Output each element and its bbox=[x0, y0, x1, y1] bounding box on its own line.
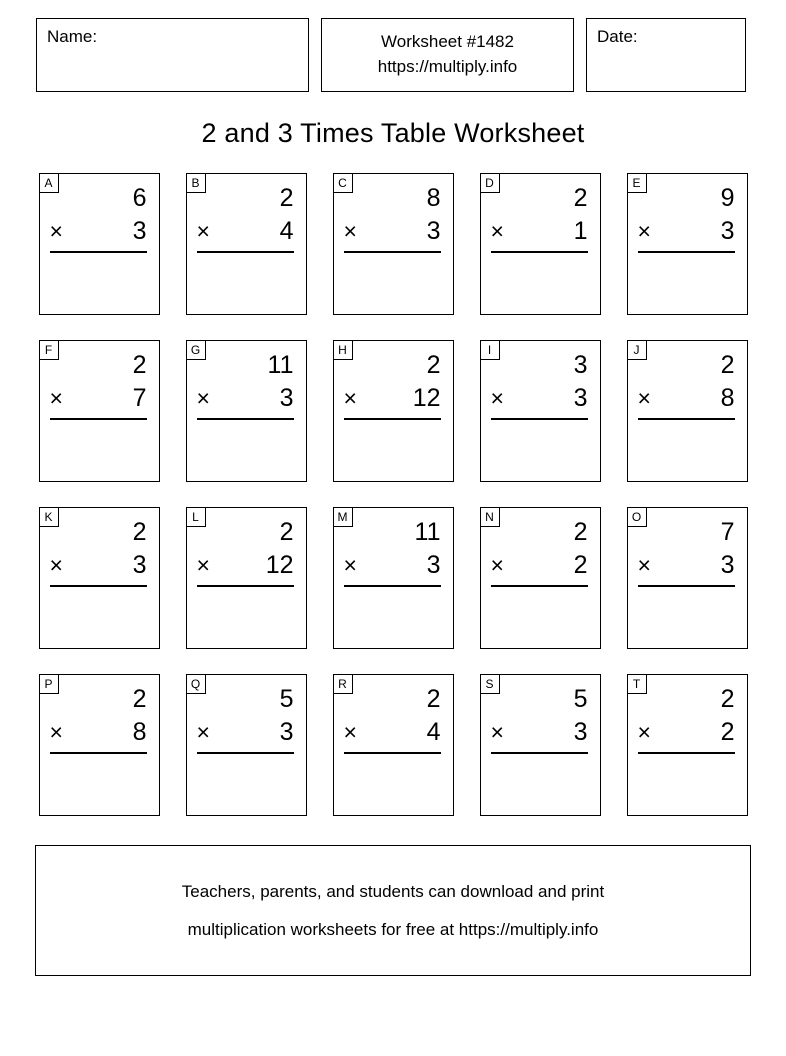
operand-row bbox=[197, 215, 294, 248]
operand-top: 2 bbox=[132, 351, 147, 379]
operand-row bbox=[197, 716, 294, 749]
answer-rule bbox=[638, 752, 735, 754]
problem-label: D bbox=[481, 174, 500, 193]
operand-bottom: 2 bbox=[573, 551, 588, 579]
answer-rule bbox=[344, 752, 441, 754]
operand-bottom: 8 bbox=[132, 718, 147, 746]
worksheet-id-box bbox=[321, 18, 574, 92]
operand-top: 2 bbox=[426, 351, 441, 379]
problem-cell[interactable] bbox=[480, 507, 601, 649]
problem-label: T bbox=[628, 675, 647, 694]
multiplication-operator-icon: × bbox=[637, 552, 651, 578]
problem-label: A bbox=[40, 174, 59, 193]
operand-row bbox=[638, 716, 735, 749]
operand-bottom: 4 bbox=[426, 718, 441, 746]
multiplication-operator-icon: × bbox=[490, 719, 504, 745]
multiplication-operator-icon: × bbox=[196, 552, 210, 578]
problem-cell[interactable] bbox=[39, 674, 160, 816]
operand-bottom: 12 bbox=[412, 384, 441, 412]
problem-label: K bbox=[40, 508, 59, 527]
operand-row bbox=[491, 215, 588, 248]
answer-rule bbox=[491, 585, 588, 587]
multiplication-operator-icon: × bbox=[196, 719, 210, 745]
answer-rule bbox=[50, 418, 147, 420]
problem-cell[interactable] bbox=[627, 340, 748, 482]
footer-line-2: multiplication worksheets for free at https://multiply.info bbox=[187, 919, 599, 939]
answer-rule bbox=[50, 752, 147, 754]
answer-rule bbox=[344, 585, 441, 587]
operand-top: 5 bbox=[279, 685, 294, 713]
problem-label: P bbox=[40, 675, 59, 694]
operand-bottom: 3 bbox=[279, 384, 294, 412]
problem-cell[interactable] bbox=[627, 173, 748, 315]
operand-top: 2 bbox=[279, 518, 294, 546]
multiplication-operator-icon: × bbox=[343, 552, 357, 578]
answer-rule bbox=[638, 251, 735, 253]
operand-row bbox=[344, 215, 441, 248]
problem-grid bbox=[35, 173, 751, 816]
operand-bottom: 12 bbox=[265, 551, 294, 579]
operand-bottom: 1 bbox=[573, 217, 588, 245]
operand-bottom: 3 bbox=[132, 551, 147, 579]
operand-top: 2 bbox=[720, 685, 735, 713]
problem-label: C bbox=[334, 174, 353, 193]
operand-bottom: 3 bbox=[132, 217, 147, 245]
operand-row bbox=[638, 382, 735, 415]
multiplication-operator-icon: × bbox=[490, 385, 504, 411]
name-field-box[interactable] bbox=[36, 18, 309, 92]
operand-top: 2 bbox=[426, 685, 441, 713]
operand-row bbox=[344, 549, 441, 582]
operand-bottom: 3 bbox=[426, 551, 441, 579]
operand-bottom: 8 bbox=[720, 384, 735, 412]
operand-top: 6 bbox=[132, 184, 147, 212]
problem-cell[interactable] bbox=[627, 674, 748, 816]
problem-label: N bbox=[481, 508, 500, 527]
footer-line-1: Teachers, parents, and students can download and print bbox=[181, 882, 605, 902]
problem-label: G bbox=[187, 341, 206, 360]
operand-bottom: 4 bbox=[279, 217, 294, 245]
problem-cell[interactable] bbox=[627, 507, 748, 649]
answer-rule bbox=[344, 418, 441, 420]
answer-rule bbox=[638, 585, 735, 587]
operand-row bbox=[638, 215, 735, 248]
answer-rule bbox=[491, 752, 588, 754]
multiplication-operator-icon: × bbox=[490, 552, 504, 578]
problem-cell[interactable] bbox=[480, 674, 601, 816]
problem-label: B bbox=[187, 174, 206, 193]
operand-row bbox=[50, 215, 147, 248]
page-title: 2 and 3 Times Table Worksheet bbox=[201, 118, 585, 148]
operand-top: 8 bbox=[426, 184, 441, 212]
operand-bottom: 3 bbox=[573, 384, 588, 412]
operand-top: 2 bbox=[132, 518, 147, 546]
operand-row bbox=[491, 382, 588, 415]
operand-top: 3 bbox=[573, 351, 588, 379]
name-label: Name: bbox=[47, 27, 98, 46]
problem-label: I bbox=[481, 341, 500, 360]
multiplication-operator-icon: × bbox=[343, 385, 357, 411]
problem-cell[interactable] bbox=[39, 173, 160, 315]
operand-top: 11 bbox=[414, 518, 441, 546]
operand-top: 2 bbox=[720, 351, 735, 379]
problem-label: H bbox=[334, 341, 353, 360]
operand-bottom: 3 bbox=[426, 217, 441, 245]
answer-rule bbox=[50, 585, 147, 587]
worksheet-header bbox=[0, 0, 786, 92]
operand-row bbox=[50, 382, 147, 415]
problem-cell[interactable] bbox=[39, 340, 160, 482]
operand-row bbox=[50, 549, 147, 582]
worksheet-number: Worksheet #1482 bbox=[381, 32, 514, 52]
problem-cell[interactable] bbox=[186, 674, 307, 816]
problem-label: E bbox=[628, 174, 647, 193]
operand-row bbox=[50, 716, 147, 749]
problem-label: J bbox=[628, 341, 647, 360]
problem-label: O bbox=[628, 508, 647, 527]
problem-cell[interactable] bbox=[333, 173, 454, 315]
answer-rule bbox=[638, 418, 735, 420]
answer-rule bbox=[491, 251, 588, 253]
multiplication-operator-icon: × bbox=[49, 218, 63, 244]
problem-cell[interactable] bbox=[186, 507, 307, 649]
date-label: Date: bbox=[597, 27, 638, 46]
problem-cell[interactable] bbox=[480, 173, 601, 315]
operand-bottom: 3 bbox=[720, 217, 735, 245]
problem-label: R bbox=[334, 675, 353, 694]
problem-label: M bbox=[334, 508, 353, 527]
problem-cell[interactable] bbox=[186, 173, 307, 315]
footer-note bbox=[35, 845, 751, 976]
problem-cell[interactable] bbox=[480, 340, 601, 482]
problem-label: S bbox=[481, 675, 500, 694]
multiplication-operator-icon: × bbox=[637, 218, 651, 244]
operand-row bbox=[197, 382, 294, 415]
operand-bottom: 3 bbox=[279, 718, 294, 746]
operand-top: 9 bbox=[720, 184, 735, 212]
date-field-box[interactable] bbox=[586, 18, 746, 92]
operand-row bbox=[491, 549, 588, 582]
operand-top: 2 bbox=[573, 184, 588, 212]
multiplication-operator-icon: × bbox=[637, 385, 651, 411]
answer-rule bbox=[197, 251, 294, 253]
multiplication-operator-icon: × bbox=[49, 719, 63, 745]
operand-top: 5 bbox=[573, 685, 588, 713]
operand-bottom: 2 bbox=[720, 718, 735, 746]
problem-cell[interactable] bbox=[333, 507, 454, 649]
operand-top: 2 bbox=[279, 184, 294, 212]
operand-row bbox=[344, 382, 441, 415]
problem-cell[interactable] bbox=[186, 340, 307, 482]
problem-label: Q bbox=[187, 675, 206, 694]
multiplication-operator-icon: × bbox=[637, 719, 651, 745]
operand-top: 7 bbox=[720, 518, 735, 546]
multiplication-operator-icon: × bbox=[49, 385, 63, 411]
multiplication-operator-icon: × bbox=[343, 218, 357, 244]
operand-top: 11 bbox=[267, 351, 294, 379]
operand-top: 2 bbox=[132, 685, 147, 713]
multiplication-operator-icon: × bbox=[196, 385, 210, 411]
operand-row bbox=[197, 549, 294, 582]
problem-cell[interactable] bbox=[333, 674, 454, 816]
operand-row bbox=[638, 549, 735, 582]
problem-cell[interactable] bbox=[333, 340, 454, 482]
multiplication-operator-icon: × bbox=[490, 218, 504, 244]
operand-row bbox=[344, 716, 441, 749]
multiplication-operator-icon: × bbox=[343, 719, 357, 745]
problem-label: L bbox=[187, 508, 206, 527]
problem-label: F bbox=[40, 341, 59, 360]
operand-top: 2 bbox=[573, 518, 588, 546]
operand-row bbox=[491, 716, 588, 749]
answer-rule bbox=[344, 251, 441, 253]
operand-bottom: 3 bbox=[573, 718, 588, 746]
answer-rule bbox=[197, 752, 294, 754]
answer-rule bbox=[197, 418, 294, 420]
site-url: https://multiply.info bbox=[377, 57, 518, 76]
multiplication-operator-icon: × bbox=[196, 218, 210, 244]
operand-bottom: 3 bbox=[720, 551, 735, 579]
answer-rule bbox=[197, 585, 294, 587]
multiplication-operator-icon: × bbox=[49, 552, 63, 578]
answer-rule bbox=[50, 251, 147, 253]
problem-cell[interactable] bbox=[39, 507, 160, 649]
operand-bottom: 7 bbox=[132, 384, 147, 412]
answer-rule bbox=[491, 418, 588, 420]
